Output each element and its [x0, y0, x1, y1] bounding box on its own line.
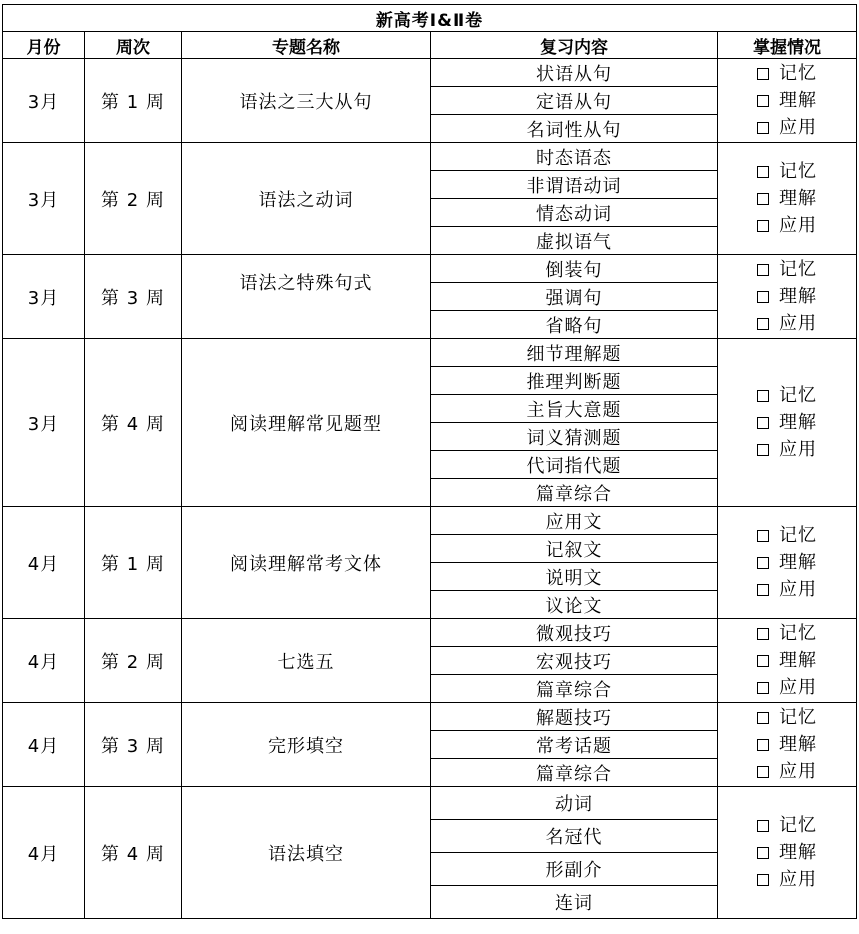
- mastery-option[interactable]: [718, 866, 856, 893]
- checkbox-icon[interactable]: [757, 628, 769, 640]
- mastery-label: 记忆: [779, 161, 817, 182]
- mastery-cell: [718, 507, 857, 619]
- mastery-label: 记忆: [779, 707, 817, 728]
- content-item: 篇章综合: [431, 759, 718, 787]
- checkbox-icon[interactable]: [757, 318, 769, 330]
- content-item: 状语从句: [431, 59, 718, 87]
- table-row: [3, 143, 857, 171]
- table-row: [3, 339, 857, 367]
- checkbox-icon[interactable]: [757, 584, 769, 596]
- content-item: 连词: [431, 886, 718, 919]
- content-item: 宏观技巧: [431, 647, 718, 675]
- checkbox-icon[interactable]: [757, 847, 769, 859]
- mastery-label: 记忆: [779, 63, 817, 84]
- table-body: [3, 59, 857, 919]
- mastery-option[interactable]: [718, 522, 856, 549]
- title-row: [3, 5, 857, 32]
- mastery-label: 应用: [779, 215, 817, 236]
- week-cell: 第 3 周: [85, 255, 182, 339]
- mastery-label: 理解: [779, 552, 817, 573]
- content-item: 词义猜测题: [431, 423, 718, 451]
- content-item: 情态动词: [431, 199, 718, 227]
- mastery-option[interactable]: [718, 620, 856, 647]
- mastery-label: 记忆: [779, 385, 817, 406]
- content-item: 强调句: [431, 283, 718, 311]
- week-cell: 第 1 周: [85, 507, 182, 619]
- table-row: [3, 255, 857, 283]
- topic-cell: 阅读理解常考文体: [182, 507, 431, 619]
- content-item: 细节理解题: [431, 339, 718, 367]
- header-content: 复习内容: [431, 32, 718, 59]
- topic-cell: 阅读理解常见题型: [182, 339, 431, 507]
- checkbox-icon[interactable]: [757, 712, 769, 724]
- content-item: 微观技巧: [431, 619, 718, 647]
- content-item: 常考话题: [431, 731, 718, 759]
- content-item: 动词: [431, 787, 718, 820]
- mastery-label: 应用: [779, 869, 817, 890]
- checkbox-icon[interactable]: [757, 682, 769, 694]
- mastery-label: 应用: [779, 761, 817, 782]
- header-mastery: 掌握情况: [718, 32, 857, 59]
- mastery-cell: [718, 59, 857, 143]
- mastery-cell: [718, 619, 857, 703]
- checkbox-icon[interactable]: [757, 95, 769, 107]
- week-cell: 第 4 周: [85, 339, 182, 507]
- header-week: 周次: [85, 32, 182, 59]
- mastery-option[interactable]: [718, 731, 856, 758]
- month-cell: 4月: [3, 507, 85, 619]
- mastery-option[interactable]: [718, 839, 856, 866]
- checkbox-icon[interactable]: [757, 264, 769, 276]
- content-item: 说明文: [431, 563, 718, 591]
- mastery-label: 应用: [779, 439, 817, 460]
- mastery-cell: [718, 143, 857, 255]
- mastery-option[interactable]: [718, 576, 856, 603]
- mastery-cell: [718, 255, 857, 339]
- mastery-label: 理解: [779, 286, 817, 307]
- content-item: 推理判断题: [431, 367, 718, 395]
- checkbox-icon[interactable]: [757, 820, 769, 832]
- mastery-label: 记忆: [779, 525, 817, 546]
- checkbox-icon[interactable]: [757, 291, 769, 303]
- table-row: [3, 787, 857, 820]
- header-row: [3, 32, 857, 59]
- mastery-option[interactable]: [718, 212, 856, 239]
- topic-cell: 语法之动词: [182, 143, 431, 255]
- mastery-option[interactable]: [718, 256, 856, 283]
- checkbox-icon[interactable]: [757, 530, 769, 542]
- mastery-label: 应用: [779, 313, 817, 334]
- month-cell: 3月: [3, 59, 85, 143]
- mastery-option[interactable]: [718, 704, 856, 731]
- mastery-option[interactable]: [718, 60, 856, 87]
- mastery-label: 理解: [779, 650, 817, 671]
- content-item: 省略句: [431, 311, 718, 339]
- table-row: [3, 59, 857, 87]
- content-item: 篇章综合: [431, 479, 718, 507]
- checkbox-icon[interactable]: [757, 874, 769, 886]
- checkbox-icon[interactable]: [757, 166, 769, 178]
- mastery-option[interactable]: [718, 158, 856, 185]
- topic-cell: 完形填空: [182, 703, 431, 787]
- content-item: 名词性从句: [431, 115, 718, 143]
- mastery-label: 应用: [779, 677, 817, 698]
- topic-cell: 七选五: [182, 619, 431, 703]
- checkbox-icon[interactable]: [757, 417, 769, 429]
- content-item: 主旨大意题: [431, 395, 718, 423]
- checkbox-icon[interactable]: [757, 193, 769, 205]
- checkbox-icon[interactable]: [757, 220, 769, 232]
- month-cell: 3月: [3, 339, 85, 507]
- checkbox-icon[interactable]: [757, 444, 769, 456]
- mastery-option[interactable]: [718, 185, 856, 212]
- mastery-option[interactable]: [718, 382, 856, 409]
- week-cell: 第 1 周: [85, 59, 182, 143]
- header-topic: 专题名称: [182, 32, 431, 59]
- checkbox-icon[interactable]: [757, 122, 769, 134]
- content-item: 代词指代题: [431, 451, 718, 479]
- mastery-option[interactable]: [718, 409, 856, 436]
- month-cell: 4月: [3, 787, 85, 919]
- table-row: [3, 619, 857, 647]
- content-item: 虚拟语气: [431, 227, 718, 255]
- mastery-option[interactable]: [718, 436, 856, 463]
- mastery-option[interactable]: [718, 310, 856, 337]
- mastery-label: 应用: [779, 579, 817, 600]
- mastery-option[interactable]: [718, 549, 856, 576]
- topic-cell: 语法之三大从句: [182, 59, 431, 143]
- content-item: 时态语态: [431, 143, 718, 171]
- checkbox-icon[interactable]: [757, 739, 769, 751]
- mastery-label: 记忆: [779, 259, 817, 280]
- mastery-cell: [718, 787, 857, 919]
- content-item: 议论文: [431, 591, 718, 619]
- checkbox-icon[interactable]: [757, 766, 769, 778]
- topic-cell: 语法之特殊句式: [182, 255, 431, 339]
- month-cell: 4月: [3, 619, 85, 703]
- topic-cell: 语法填空: [182, 787, 431, 919]
- checkbox-icon[interactable]: [757, 655, 769, 667]
- mastery-option[interactable]: [718, 812, 856, 839]
- mastery-option[interactable]: [718, 647, 856, 674]
- content-item: 名冠代: [431, 820, 718, 853]
- table-title: 新高考Ⅰ&Ⅱ卷: [3, 5, 857, 32]
- content-item: 定语从句: [431, 87, 718, 115]
- month-cell: 3月: [3, 143, 85, 255]
- content-item: 应用文: [431, 507, 718, 535]
- mastery-label: 记忆: [779, 815, 817, 836]
- mastery-option[interactable]: [718, 758, 856, 785]
- checkbox-icon[interactable]: [757, 390, 769, 402]
- review-schedule-table: [2, 4, 857, 919]
- checkbox-icon[interactable]: [757, 557, 769, 569]
- mastery-option[interactable]: [718, 283, 856, 310]
- week-cell: 第 4 周: [85, 787, 182, 919]
- content-item: 篇章综合: [431, 675, 718, 703]
- table-row: [3, 507, 857, 535]
- mastery-option[interactable]: [718, 87, 856, 114]
- mastery-label: 理解: [779, 188, 817, 209]
- mastery-label: 理解: [779, 842, 817, 863]
- checkbox-icon[interactable]: [757, 68, 769, 80]
- week-cell: 第 2 周: [85, 619, 182, 703]
- month-cell: 4月: [3, 703, 85, 787]
- mastery-label: 记忆: [779, 623, 817, 644]
- content-item: 形副介: [431, 853, 718, 886]
- mastery-option[interactable]: [718, 114, 856, 141]
- mastery-option[interactable]: [718, 674, 856, 701]
- content-item: 解题技巧: [431, 703, 718, 731]
- content-item: 记叙文: [431, 535, 718, 563]
- mastery-label: 理解: [779, 90, 817, 111]
- header-month: 月份: [3, 32, 85, 59]
- mastery-label: 应用: [779, 117, 817, 138]
- mastery-cell: [718, 703, 857, 787]
- month-cell: 3月: [3, 255, 85, 339]
- week-cell: 第 2 周: [85, 143, 182, 255]
- content-item: 非谓语动词: [431, 171, 718, 199]
- week-cell: 第 3 周: [85, 703, 182, 787]
- content-item: 倒装句: [431, 255, 718, 283]
- mastery-cell: [718, 339, 857, 507]
- mastery-label: 理解: [779, 412, 817, 433]
- table-row: [3, 703, 857, 731]
- mastery-label: 理解: [779, 734, 817, 755]
